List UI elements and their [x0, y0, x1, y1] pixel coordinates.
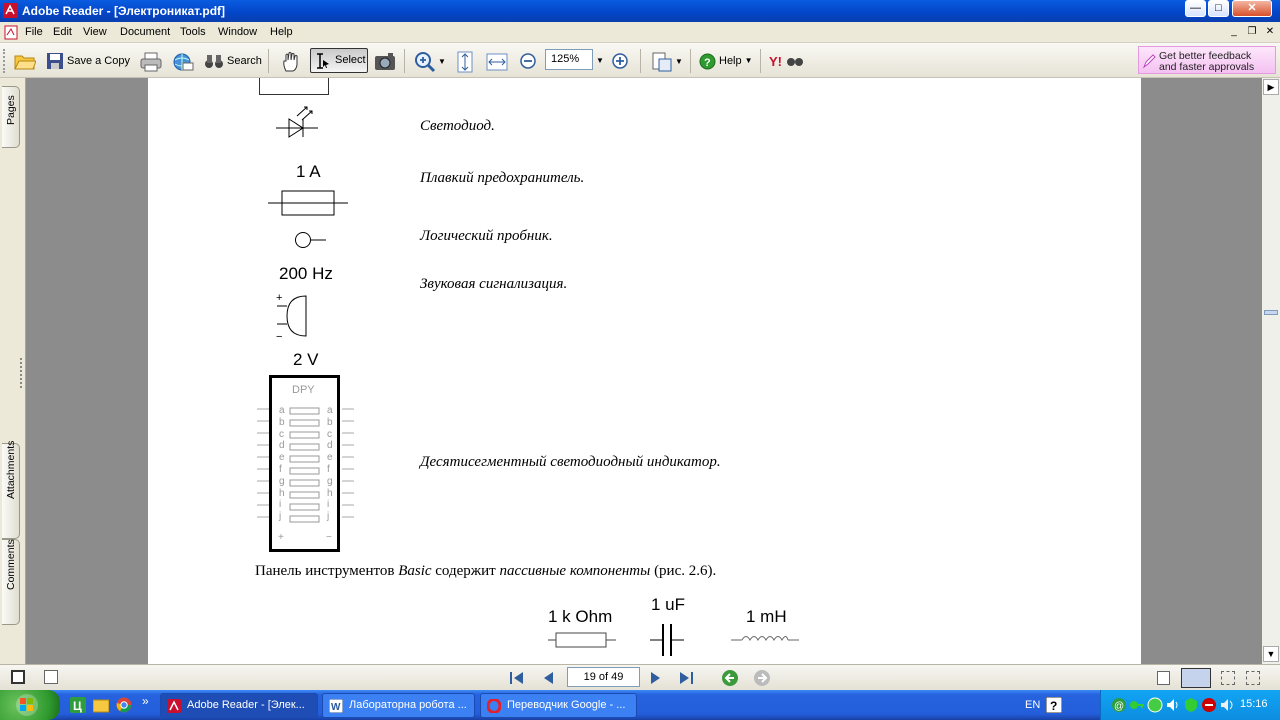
select-tool-button[interactable]	[310, 48, 368, 73]
inductor-value-label: 1 mH	[746, 607, 787, 626]
buzzer-description: Звуковая сигнализация.	[420, 276, 568, 292]
menu-bar	[0, 22, 1280, 43]
tray-security-icon[interactable]	[1183, 697, 1199, 713]
task-opera-browser[interactable]	[480, 693, 637, 718]
toolbar-separator	[640, 49, 641, 73]
zoom-level-dropdown-icon[interactable]: ▼	[596, 56, 604, 65]
pen-icon	[1142, 53, 1156, 69]
tab-comments[interactable]	[2, 539, 20, 625]
pin-label: f	[279, 463, 282, 475]
quicklaunch-app-icon[interactable]	[70, 697, 86, 713]
tab-pages-label: Pages	[5, 95, 17, 125]
tray-update-icon[interactable]	[1147, 697, 1163, 713]
capacitor-symbol	[649, 622, 685, 658]
bargraph-header: DPY	[292, 384, 315, 396]
resistor-value-label: 1 k Ohm	[548, 607, 613, 626]
vertical-scrollbar[interactable]	[1262, 78, 1280, 664]
pin-label: b	[327, 416, 333, 428]
help-button[interactable]	[699, 51, 753, 71]
next-page-icon[interactable]	[646, 669, 664, 687]
pin-label: d	[279, 440, 285, 452]
menu-file[interactable]: File	[25, 26, 43, 38]
tab-attachments[interactable]	[2, 440, 20, 539]
fit-page-icon[interactable]	[456, 51, 474, 73]
toolbar-grip	[3, 49, 6, 73]
pin-label: c	[279, 428, 284, 440]
pdf-page	[148, 78, 1141, 664]
toolbar-separator	[760, 49, 761, 73]
tray-volume-icon[interactable]	[1165, 697, 1181, 713]
tray-sound-icon[interactable]	[1219, 697, 1235, 713]
quicklaunch-more-icon[interactable]: »	[142, 694, 149, 708]
zoom-tool-dropdown-icon[interactable]: ▼	[438, 57, 446, 66]
maximize-button[interactable]: □	[1208, 0, 1229, 17]
toolbar-separator	[404, 49, 405, 73]
scroll-up-arrow[interactable]: ▶	[1263, 79, 1279, 95]
tab-pages[interactable]	[2, 86, 20, 148]
svg-text:−: −	[276, 331, 283, 342]
pin-label: i	[327, 499, 330, 511]
search-button[interactable]	[204, 51, 262, 71]
pin-label: b	[279, 416, 285, 428]
toolbar-separator	[268, 49, 269, 73]
menu-window[interactable]: Window	[218, 26, 258, 38]
promo-banner[interactable]	[1138, 46, 1276, 74]
menu-view[interactable]: View	[83, 26, 107, 38]
continuous-view-icon[interactable]	[1181, 668, 1211, 688]
facing-view-icon[interactable]	[1221, 671, 1235, 685]
pin-label: a	[327, 405, 333, 416]
fuse-symbol	[267, 188, 349, 218]
buzzer-value-label: 200 Hz	[279, 264, 333, 283]
page-size-icon[interactable]	[44, 670, 58, 684]
paragraph-basic-toolbar	[255, 563, 716, 580]
pin-label: e	[279, 452, 285, 464]
rotate-dropdown-icon[interactable]: ▼	[675, 57, 683, 66]
promo-line-2: and faster approvals	[1159, 61, 1255, 73]
select-label: Select	[335, 54, 366, 66]
pin-label: g	[279, 475, 285, 487]
doc-close-button[interactable]: ✕	[1265, 26, 1275, 37]
minimize-button[interactable]: —	[1185, 0, 1206, 17]
windows-logo-icon	[14, 693, 40, 717]
svg-text:?: ?	[704, 56, 711, 69]
next-view-icon[interactable]	[753, 669, 771, 687]
toolbar	[0, 43, 1280, 78]
pin-label: h	[279, 487, 285, 499]
paragraph-text-1: Панель инструментов	[255, 563, 399, 579]
svg-text:W: W	[331, 702, 341, 713]
help-tray-icon[interactable]	[1046, 697, 1062, 713]
zoom-level-input[interactable]: 125%	[545, 49, 593, 70]
bargraph-minus-label: −	[326, 532, 332, 543]
window-title: Adobe Reader - [Электроникат.pdf]	[22, 4, 226, 18]
status-bar	[0, 664, 1280, 690]
hand-tool-icon[interactable]	[280, 51, 302, 73]
svg-text:Ц: Ц	[73, 699, 82, 713]
paragraph-text-2: содержит	[431, 563, 500, 579]
rotate-view-icon[interactable]	[651, 51, 673, 73]
first-page-icon[interactable]	[508, 669, 526, 687]
scroll-thumb[interactable]	[1264, 310, 1278, 315]
close-button[interactable]: ✕	[1232, 0, 1272, 17]
page-number-input[interactable]: 19 of 49	[567, 667, 640, 687]
panel-resize-grip[interactable]	[20, 358, 23, 388]
menu-help[interactable]: Help	[270, 26, 293, 38]
pin-label: c	[327, 428, 332, 440]
tab-attachments-label: Attachments	[5, 440, 17, 499]
document-icon	[4, 25, 18, 40]
bargraph-value-label: 2 V	[293, 350, 319, 369]
task-adobe-label: Adobe Reader - [Элек...	[187, 699, 305, 711]
system-tray	[1100, 690, 1280, 720]
menu-document[interactable]: Document	[120, 26, 171, 38]
pin-label: j	[327, 511, 330, 523]
pin-label: g	[327, 475, 333, 487]
task-adobe-reader[interactable]	[160, 693, 318, 718]
promo-line-1: Get better feedback	[1159, 50, 1252, 62]
logic-probe-symbol	[292, 228, 328, 252]
email-globe-icon[interactable]	[172, 52, 194, 72]
print-icon[interactable]	[140, 52, 162, 72]
adobe-reader-icon	[3, 3, 18, 18]
continuous-facing-view-icon[interactable]	[1246, 671, 1260, 685]
paragraph-text-3: (рис. 2.6).	[650, 563, 717, 579]
floppy-icon	[46, 52, 64, 70]
quicklaunch-chrome-icon[interactable]	[116, 697, 132, 713]
navigation-panel	[0, 78, 26, 664]
pin-label: i	[279, 499, 282, 511]
tab-comments-label: Comments	[5, 539, 17, 590]
cut-off-component-symbol	[259, 78, 329, 95]
start-button[interactable]	[0, 690, 60, 720]
doc-minimize-button[interactable]: _	[1231, 26, 1237, 37]
tray-antivirus-icon[interactable]	[1201, 697, 1217, 713]
scroll-down-arrow[interactable]: ▼	[1263, 646, 1279, 662]
previous-page-icon[interactable]	[540, 669, 558, 687]
zoom-out-icon[interactable]	[519, 52, 537, 70]
show-nav-pane-icon[interactable]	[11, 670, 25, 684]
snapshot-camera-icon[interactable]	[374, 52, 396, 72]
task-opera-label: Переводчик Google - ...	[507, 699, 626, 711]
paragraph-basic-term: Basic	[398, 563, 432, 579]
capacitor-value-label: 1 uF	[651, 595, 686, 614]
toolbar-separator	[690, 49, 691, 73]
resistor-symbol	[547, 630, 617, 650]
save-copy-button[interactable]	[46, 51, 130, 71]
single-page-view-icon[interactable]	[1157, 671, 1170, 685]
task-word-document[interactable]	[322, 693, 475, 718]
yahoo-toolbar-icon[interactable]	[768, 53, 804, 69]
fuse-description: Плавкий предохранитель.	[420, 170, 585, 186]
save-copy-label: Save a Copy	[67, 55, 130, 67]
quicklaunch-folder-icon[interactable]	[93, 697, 109, 713]
bargraph-plus-label: +	[278, 532, 284, 543]
binoculars-icon	[204, 52, 224, 70]
word-task-icon	[329, 699, 343, 713]
pin-label: a	[279, 405, 285, 416]
logic-probe-description: Логический пробник.	[420, 228, 553, 244]
led-description: Светодиод.	[420, 118, 495, 134]
tray-network-icon[interactable]	[1111, 697, 1127, 713]
paragraph-passive-term: пассивные компоненты	[499, 563, 651, 579]
title-bar	[0, 0, 1280, 22]
previous-view-icon[interactable]	[721, 669, 739, 687]
task-word-label: Лабораторна робота ...	[349, 699, 467, 711]
pin-label: f	[327, 463, 330, 475]
menu-tools[interactable]: Tools	[180, 26, 206, 38]
fuse-value-label: 1 A	[296, 162, 321, 181]
doc-restore-button[interactable]: ❐	[1247, 26, 1257, 37]
fit-width-icon[interactable]	[486, 51, 508, 73]
bargraph-description: Десятисегментный светодиодный индикатор.	[420, 454, 721, 470]
open-folder-icon[interactable]	[14, 52, 36, 70]
bargraph-pin-leads	[256, 403, 356, 527]
opera-task-icon	[487, 699, 501, 713]
tray-key-icon[interactable]	[1129, 697, 1145, 713]
pin-label: e	[327, 452, 333, 464]
svg-text:@: @	[1114, 701, 1125, 712]
help-dropdown-icon: ▼	[744, 56, 753, 65]
pin-label: h	[327, 487, 333, 499]
search-label: Search	[227, 55, 262, 67]
zoom-in-icon[interactable]	[611, 52, 629, 70]
svg-text:?: ?	[1050, 699, 1058, 713]
adobe-task-icon	[167, 699, 181, 713]
svg-text:Y!: Y!	[769, 54, 782, 69]
buzzer-symbol	[275, 290, 311, 342]
menu-edit[interactable]: Edit	[53, 26, 72, 38]
clock: 15:16	[1240, 698, 1268, 710]
text-select-icon	[314, 52, 330, 70]
pin-label: d	[327, 440, 333, 452]
help-label: Help	[719, 55, 742, 67]
inductor-symbol	[730, 630, 800, 650]
svg-text:+: +	[276, 292, 283, 304]
help-icon	[699, 53, 716, 70]
language-indicator[interactable]: EN	[1025, 699, 1041, 711]
last-page-icon[interactable]	[677, 669, 695, 687]
pin-label: j	[279, 511, 282, 523]
led-symbol	[272, 102, 322, 144]
zoom-in-tool-icon[interactable]	[414, 51, 436, 73]
